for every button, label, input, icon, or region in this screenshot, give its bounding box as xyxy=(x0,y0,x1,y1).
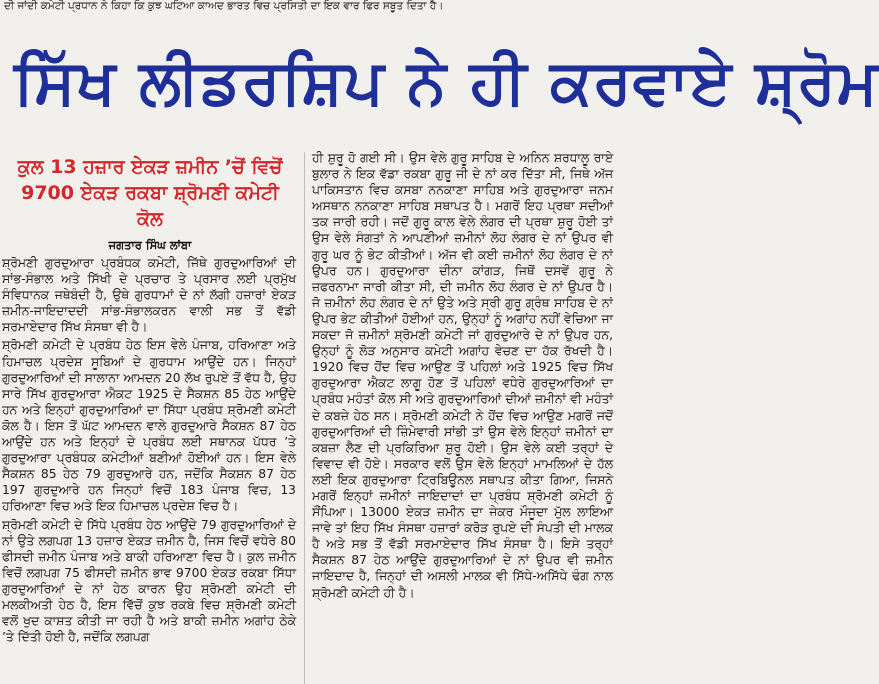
byline: ਜਗਤਾਰ ਸਿੰਘ ਲਾਂਬਾ xyxy=(108,238,192,252)
left-column xyxy=(0,150,300,684)
left-body xyxy=(0,255,300,645)
sub-headline: ਕੁਲ 13 ਹਜ਼ਾਰ ਏਕੜ ਜ਼ਮੀਨ ’ਚੋਂ ਵਿਚੋਂ 9700 ਏਕੜ ਰਕਬਾ ਸ਼੍ਰੋਮਣੀ ਕਮੇਟੀ ਕੋਲ xyxy=(17,156,283,230)
page-headline: ਸਿੱਖ ਲੀਡਰਸ਼ਿਪ ਨੇ ਹੀ ਕਰਵਾਏ ਸ਼੍ਰੋਮ xyxy=(14,45,879,118)
top-line-text: ਦੀ ਜਾਂਦੀ ਕਮੇਟੀ ਪ੍ਰਧਾਨ ਨੇ ਕਿਹਾ ਕਿ ਕੁਝ ਘਟਿਆ ਕਾਅਦ ਭਾਰਤ ਵਿਚ ਪ੍ਰਸਿਤੀ ਦਾ ਇਕ ਵਾਰ ਫਿਰ ਸਬੂਤ ਦਿਤਾ ਹੈ। xyxy=(4,0,444,12)
column-divider xyxy=(304,152,305,684)
right-paragraph-1: ਹੀ ਸ਼ੁਰੂ ਹੋ ਗਈ ਸੀ। ਉਸ ਵੇਲੇ ਗੁਰੂ ਸਾਹਿਬ ਦੇ ਅਨਿਨ ਸ਼ਰਧਾਲੂ ਰਾਏ ਬੁਲਾਰ ਨੇ ਇਕ ਵੱਡਾ ਰਕਬਾ ਗੁਰੂ ਜੀ ਦੇ ਨਾਂ ਕਰ ਦਿੱਤਾ ਸੀ, ਜਿਥੇ ਅੱਜ ਪਾਕਿਸਤਾਨ ਵਿਚ ਕਸਬਾ ਨਨਕਾਣਾ ਸਾਹਿਬ ਅਤੇ ਗੁਰਦੁਆਰਾ ਜਨਮ ਅਸਥਾਨ ਨਨਕਾਣਾ ਸਾਹਿਬ ਸਥਾਪਤ ਹੈ। ਮਗਰੋਂ ਇਹ ਪ੍ਰਥਾ ਸਦੀਆਂ ਤਕ ਜਾਰੀ ਰਹੀ। ਜਦੋਂ ਗੁਰੂ ਕਾਲ ਵੇਲੇ ਲੰਗਰ ਦੀ ਪ੍ਰਥਾ ਸ਼ੁਰੂ ਹੋਈ ਤਾਂ ਉਸ ਵੇਲੇ ਸੰਗਤਾਂ ਨੇ ਆਪਣੀਆਂ ਜ਼ਮੀਨਾਂ ਲੋਹ ਲੰਗਰ ਦੇ ਨਾਂ ਉਪਰ ਵੀ ਗੁਰੂ ਘਰ ਨੂੰ ਭੇਟ ਕੀਤੀਆਂ। ਅੱਜ ਵੀ ਕਈ ਜ਼ਮੀਨਾਂ ਲੋਹ ਲੰਗਰ ਦੇ ਨਾਂ ਉਪਰ ਹਨ। ਗੁਰਦੁਆਰਾ ਦੀਨਾ ਕਾਂਗੜ, ਜਿਥੋਂ ਦਸਵੇਂ ਗੁਰੂ ਨੇ ਜ਼ਫਰਨਾਮਾ ਜਾਰੀ ਕੀਤਾ ਸੀ, ਦੀ ਜ਼ਮੀਨ ਲੋਹ ਲੰਗਰ ਦੇ ਨਾਂ ਉਪਰ ਹੈ। ਜੋ ਜ਼ਮੀਨਾਂ ਲੋਹ ਲੰਗਰ ਦੇ ਨਾਂ ਉਤੇ ਅਤੇ ਸ੍ਰੀ ਗੁਰੂ ਗ੍ਰੰਥ ਸਾਹਿਬ ਦੇ ਨਾਂ ਉਪਰ ਭੇਟ ਕੀਤੀਆਂ ਹੋਈਆਂ ਹਨ, ਉਨ੍ਹਾਂ ਨੂੰ ਅਗਾਂਹ ਨਹੀਂ ਵੇਚਿਆ ਜਾ ਸਕਦਾ ਜੋ ਜ਼ਮੀਨਾਂ ਸ਼੍ਰੋਮਣੀ ਕਮੇਟੀ ਜਾਂ ਗੁਰਦੁਆਰੇ ਦੇ ਨਾਂ ਉਪਰ ਹਨ, ਉਨ੍ਹਾਂ ਨੂੰ ਲੋੜ ਅਨੁਸਾਰ ਕਮੇਟੀ ਅਗਾਂਹ ਵੇਚਣ ਦਾ ਹੱਕ ਰੱਖਦੀ ਹੈ। 1920 ਵਿਚ ਹੋਂਦ ਵਿਚ ਆਉਣ ਤੋਂ ਪਹਿਲਾਂ ਅਤੇ 1925 ਵਿਚ ਸਿੱਖ ਗੁਰਦੁਆਰਾ ਐਕਟ ਲਾਗੂ ਹੋਣ ਤੋਂ ਪਹਿਲਾਂ ਵਧੇਰੇ ਗੁਰਦੁਆਰਿਆਂ ਦਾ ਪ੍ਰਬੰਧ ਮਹੰਤਾਂ ਕੋਲ ਸੀ ਅਤੇ ਗੁਰਦੁਆਰਿਆਂ ਦੀਆਂ ਜ਼ਮੀਨਾਂ ਵੀ ਮਹੰਤਾਂ ਦੇ ਕਬਜ਼ੇ ਹੇਠ ਸਨ। ਸ਼੍ਰੋਮਣੀ ਕਮੇਟੀ ਨੇ ਹੋਂਦ ਵਿਚ ਆਉਣ ਮਗਰੋਂ ਜਦੋਂ ਗੁਰਦੁਆਰਿਆਂ ਦੀ ਜ਼ਿੰਮੇਵਾਰੀ ਸਾਂਭੀ ਤਾਂ ਉਸ ਵੇਲੇ ਇਨ੍ਹਾਂ ਜ਼ਮੀਨਾਂ ਦਾ ਕਬਜ਼ਾ ਲੈਣ ਦੀ ਪ੍ਰਕਿਰਿਆ ਸ਼ੁਰੂ ਹੋਈ। ਉਸ ਵੇਲੇ ਕਈ ਤਰ੍ਹਾਂ ਦੇ ਵਿਵਾਦ ਵੀ ਹੋਏ। ਸਰਕਾਰ ਵਲੋਂ ਉਸ ਵੇਲੇ ਇਨ੍ਹਾਂ ਮਾਮਲਿਆਂ ਦੇ ਹੱਲ ਲਈ ਇਕ ਗੁਰਦੁਆਰਾ ਟ੍ਰਿਬਿਊਨਲ ਸਥਾਪਤ ਕੀਤਾ ਗਿਆ, ਜਿਸਨੇ ਮਗਰੋਂ ਇਨ੍ਹਾਂ ਜ਼ਮੀਨਾਂ ਜਾਇਦਾਦਾਂ ਦਾ ਪ੍ਰਬੰਧ ਸ਼੍ਰੋਮਣੀ ਕਮੇਟੀ ਨੂੰ ਸੌਂਪਿਆ। 13000 ਏਕੜ ਜ਼ਮੀਨ ਦਾ ਜੇਕਰ ਮੌਜੂਦਾ ਮੁੱਲ ਲਾਇਆ ਜਾਵੇ ਤਾਂ ਇਹ ਸਿੱਖ ਸੰਸਥਾ ਹਜ਼ਾਰਾਂ ਕਰੋੜ ਰੁਪਏ ਦੀ ਸੰਪਤੀ ਦੀ ਮਾਲਕ ਹੈ ਅਤੇ ਸਭ ਤੋਂ ਵੱਡੀ ਸਰਮਾਏਦਾਰ ਸਿੱਖ ਸੰਸਥਾ ਹੈ। ਇਸੇ ਤਰ੍ਹਾਂ ਸੈਕਸ਼ਨ 87 ਹੇਠ ਆਉਂਦੇ ਗੁਰਦੁਆਰਿਆਂ ਦੇ ਨਾਂ ਉਪਰ ਵੀ ਜ਼ਮੀਨ ਜਾਇਦਾਦ ਹੈ, ਜਿਨ੍ਹਾਂ ਦੀ ਅਸਲੀ ਮਾਲਕ ਵੀ ਸਿੱਧੇ-ਅਸਿੱਧੇ ਢੰਗ ਨਾਲ ਸ਼੍ਰੋਮਣੀ ਕਮੇਟੀ ਹੀ ਹੈ। xyxy=(312,151,613,600)
left-paragraph-1: ਸ਼੍ਰੋਮਣੀ ਗੁਰਦੁਆਰਾ ਪ੍ਰਬੰਧਕ ਕਮੇਟੀ, ਜਿੱਥੇ ਗੁਰਦੁਆਰਿਆਂ ਦੀ ਸਾਂਭ-ਸੰਭਾਲ ਅਤੇ ਸਿੱਖੀ ਦੇ ਪ੍ਰਚਾਰ ਤੇ ਪ੍ਰਸਾਰ ਲਈ ਪ੍ਰਮੁੱਖ ਸੰਵਿਧਾਨਕ ਜਥੇਬੰਦੀ ਹੈ, ਉਥੇ ਗੁਰਧਾਮਾਂ ਦੇ ਨਾਂ ਲੱਗੀ ਹਜ਼ਾਰਾਂ ਏਕੜ ਜ਼ਮੀਨ-ਜਾਇਦਾਦਦੀ ਸਾਂਭ-ਸੰਭਾਲਕਰਨ ਵਾਲੀ ਸਭ ਤੋਂ ਵੱਡੀ ਸਰਮਾਏਦਾਰ ਸਿੱਖ ਸੰਸਥਾ ਵੀ ਹੈ। xyxy=(2,256,296,335)
left-paragraph-3: ਸ਼੍ਰੋਮਣੀ ਕਮੇਟੀ ਦੇ ਸਿੱਧੇ ਪ੍ਰਬੰਧ ਹੇਠ ਆਉਂਦੇ 79 ਗੁਰਦੁਆਰਿਆਂ ਦੇ ਨਾਂ ਉਤੇ ਲਗਪਗ 13 ਹਜ਼ਾਰ ਏਕੜ ਜ਼ਮੀਨ ਹੈ, ਜਿਸ ਵਿਚੋਂ ਵਧੇਰੇ 80 ਫੀਸਦੀ ਜ਼ਮੀਨ ਪੰਜਾਬ ਅਤੇ ਬਾਕੀ ਹਰਿਆਣਾ ਵਿਚ ਹੈ। ਕੁਲ ਜ਼ਮੀਨ ਵਿਚੋਂ ਲਗਪਗ 75 ਫੀਸਦੀ ਜ਼ਮੀਨ ਭਾਵ 9700 ਏਕੜ ਰਕਬਾ ਸਿੱਧਾ ਗੁਰਦੁਆਰਿਆਂ ਦੇ ਨਾਂ ਹੇਠ ਕਾਰਨ ਉਹ ਸ਼੍ਰੋਮਣੀ ਕਮੇਟੀ ਦੀ ਮਲਕੀਅਤੀ ਹੇਠ ਹੈ, ਇਸ ਵਿੱਚੋਂ ਕੁਝ ਰਕਬੇ ਵਿਚ ਸ਼੍ਰੋਮਣੀ ਕਮੇਟੀ ਵਲੋਂ ਖੁਦ ਕਾਸ਼ਤ ਕੀਤੀ ਜਾ ਰਹੀ ਹੈ ਅਤੇ ਬਾਕੀ ਜ਼ਮੀਨ ਅਗਾਂਹ ਠੇਕੇ ’ਤੇ ਦਿੱਤੀ ਹੋਈ ਹੈ, ਜਦੋਂਕਿ ਲਗਪਗ xyxy=(2,517,296,645)
right-column xyxy=(310,150,615,684)
left-paragraph-2: ਸ਼੍ਰੋਮਣੀ ਕਮੇਟੀ ਦੇ ਪ੍ਰਬੰਧ ਹੇਠ ਇਸ ਵੇਲੇ ਪੰਜਾਬ, ਹਰਿਆਣਾ ਅਤੇ ਹਿਮਾਚਲ ਪ੍ਰਦੇਸ਼ ਸੂਬਿਆਂ ਦੇ ਗੁਰਧਾਮ ਆਉਂਦੇ ਹਨ। ਜਿਨ੍ਹਾਂ ਗੁਰਦੁਆਰਿਆਂ ਦੀ ਸਾਲਾਨਾ ਆਮਦਨ 20 ਲੱਖ ਰੁਪਏ ਤੋਂ ਵੱਧ ਹੈ, ਉਹ ਸਾਰੇ ਸਿੱਖ ਗੁਰਦੁਆਰਾ ਐਕਟ 1925 ਦੇ ਸੈਕਸ਼ਨ 85 ਹੇਠ ਆਉਂਦੇ ਹਨ ਅਤੇ ਇਨ੍ਹਾਂ ਗੁਰਦੁਆਰਿਆਂ ਦਾ ਸਿੱਧਾ ਪ੍ਰਬੰਧ ਸ਼੍ਰੋਮਣੀ ਕਮੇਟੀ ਕੋਲ ਹੈ। ਇਸ ਤੋਂ ਘੱਟ ਆਮਦਨ ਵਾਲੇ ਗੁਰਦੁਆਰੇ ਸੈਕਸ਼ਨ 87 ਹੇਠ ਆਉਂਦੇ ਹਨ ਅਤੇ ਇਨ੍ਹਾਂ ਦੇ ਪ੍ਰਬੰਧ ਲਈ ਸਥਾਨਕ ਪੱਧਰ ’ਤੇ ਗੁਰਦੁਆਰਾ ਪ੍ਰਬੰਧਕ ਕਮੇਟੀਆਂ ਬਣੀਆਂ ਹੋਈਆਂ ਹਨ। ਇਸ ਵੇਲੇ ਸੈਕਸ਼ਨ 85 ਹੇਠ 79 ਗੁਰਦੁਆਰੇ ਹਨ, ਜਦੋਂਕਿ ਸੈਕਸ਼ਨ 87 ਹੇਠ 197 ਗੁਰਦੁਆਰੇ ਹਨ ਜਿਨ੍ਹਾਂ ਵਿਚੋਂ 183 ਪੰਜਾਬ ਵਿਚ, 13 ਹਰਿਆਣਾ ਵਿਚ ਅਤੇ ਇਕ ਹਿਮਾਚਲ ਪ੍ਰਦੇਸ਼ ਵਿਚ ਹੈ। xyxy=(2,338,296,514)
